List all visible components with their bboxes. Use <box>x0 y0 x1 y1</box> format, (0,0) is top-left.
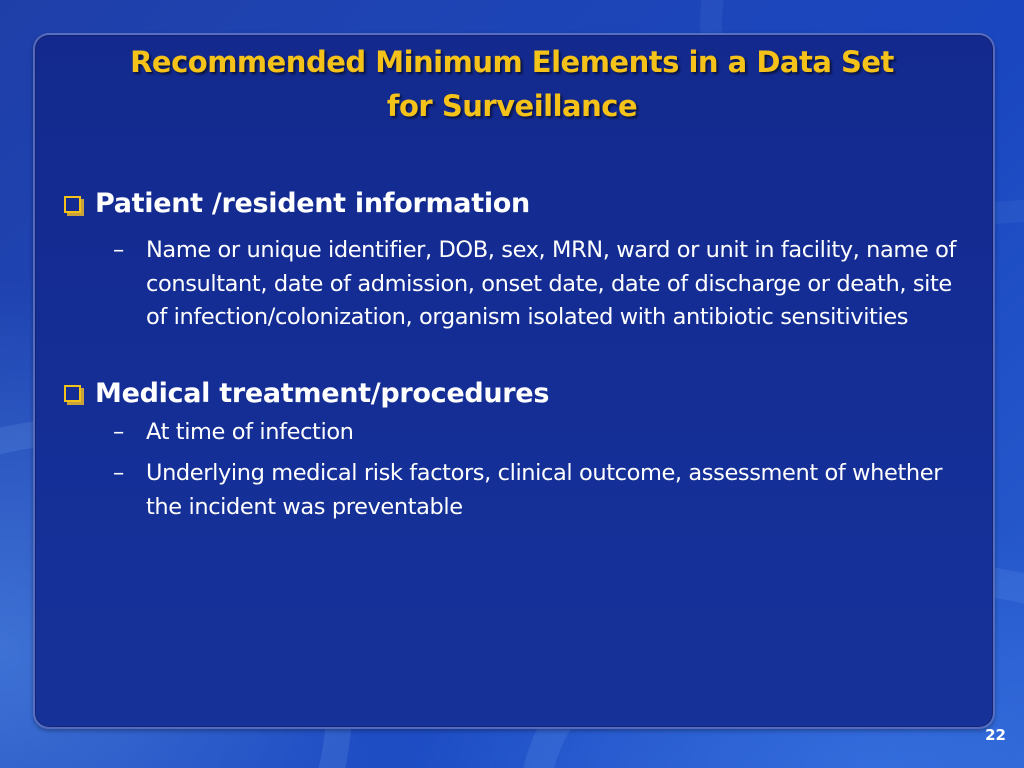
slide-number: 22 <box>985 726 1006 744</box>
slide-body <box>60 186 960 524</box>
sub-bullet <box>60 457 960 524</box>
slide-title <box>60 40 964 128</box>
section-heading-medical-treatment <box>60 376 960 412</box>
dash-icon: – <box>113 460 124 486</box>
section-heading-label: Patient /resident information <box>95 188 530 219</box>
section-heading-label: Medical treatment/procedures <box>95 377 550 409</box>
dash-icon: – <box>113 418 124 445</box>
section-heading-patient-info <box>60 186 960 222</box>
sub-bullet-text: Name or unique identifier, DOB, sex, MRN, ward or unit in facility, name of consultant, date of admission, onset date, date of discharge or death, site of infection/colonization, organism isolated with antibiotic sensitivities <box>146 237 957 330</box>
sub-bullet-text: Underlying medical risk factors, clinical outcome, assessment of whether the incident was preventable <box>146 460 943 520</box>
sub-bullet <box>60 416 960 450</box>
sub-bullet-text: At time of infection <box>146 418 354 445</box>
slide-title-line-2: for Surveillance <box>386 89 638 123</box>
checkbox-bullet-icon <box>64 196 81 213</box>
slide-title-line-1: Recommended Minimum Elements in a Data Set <box>130 45 894 79</box>
checkbox-bullet-icon <box>64 385 81 402</box>
dash-icon: – <box>113 237 124 263</box>
sub-bullet <box>60 234 960 335</box>
